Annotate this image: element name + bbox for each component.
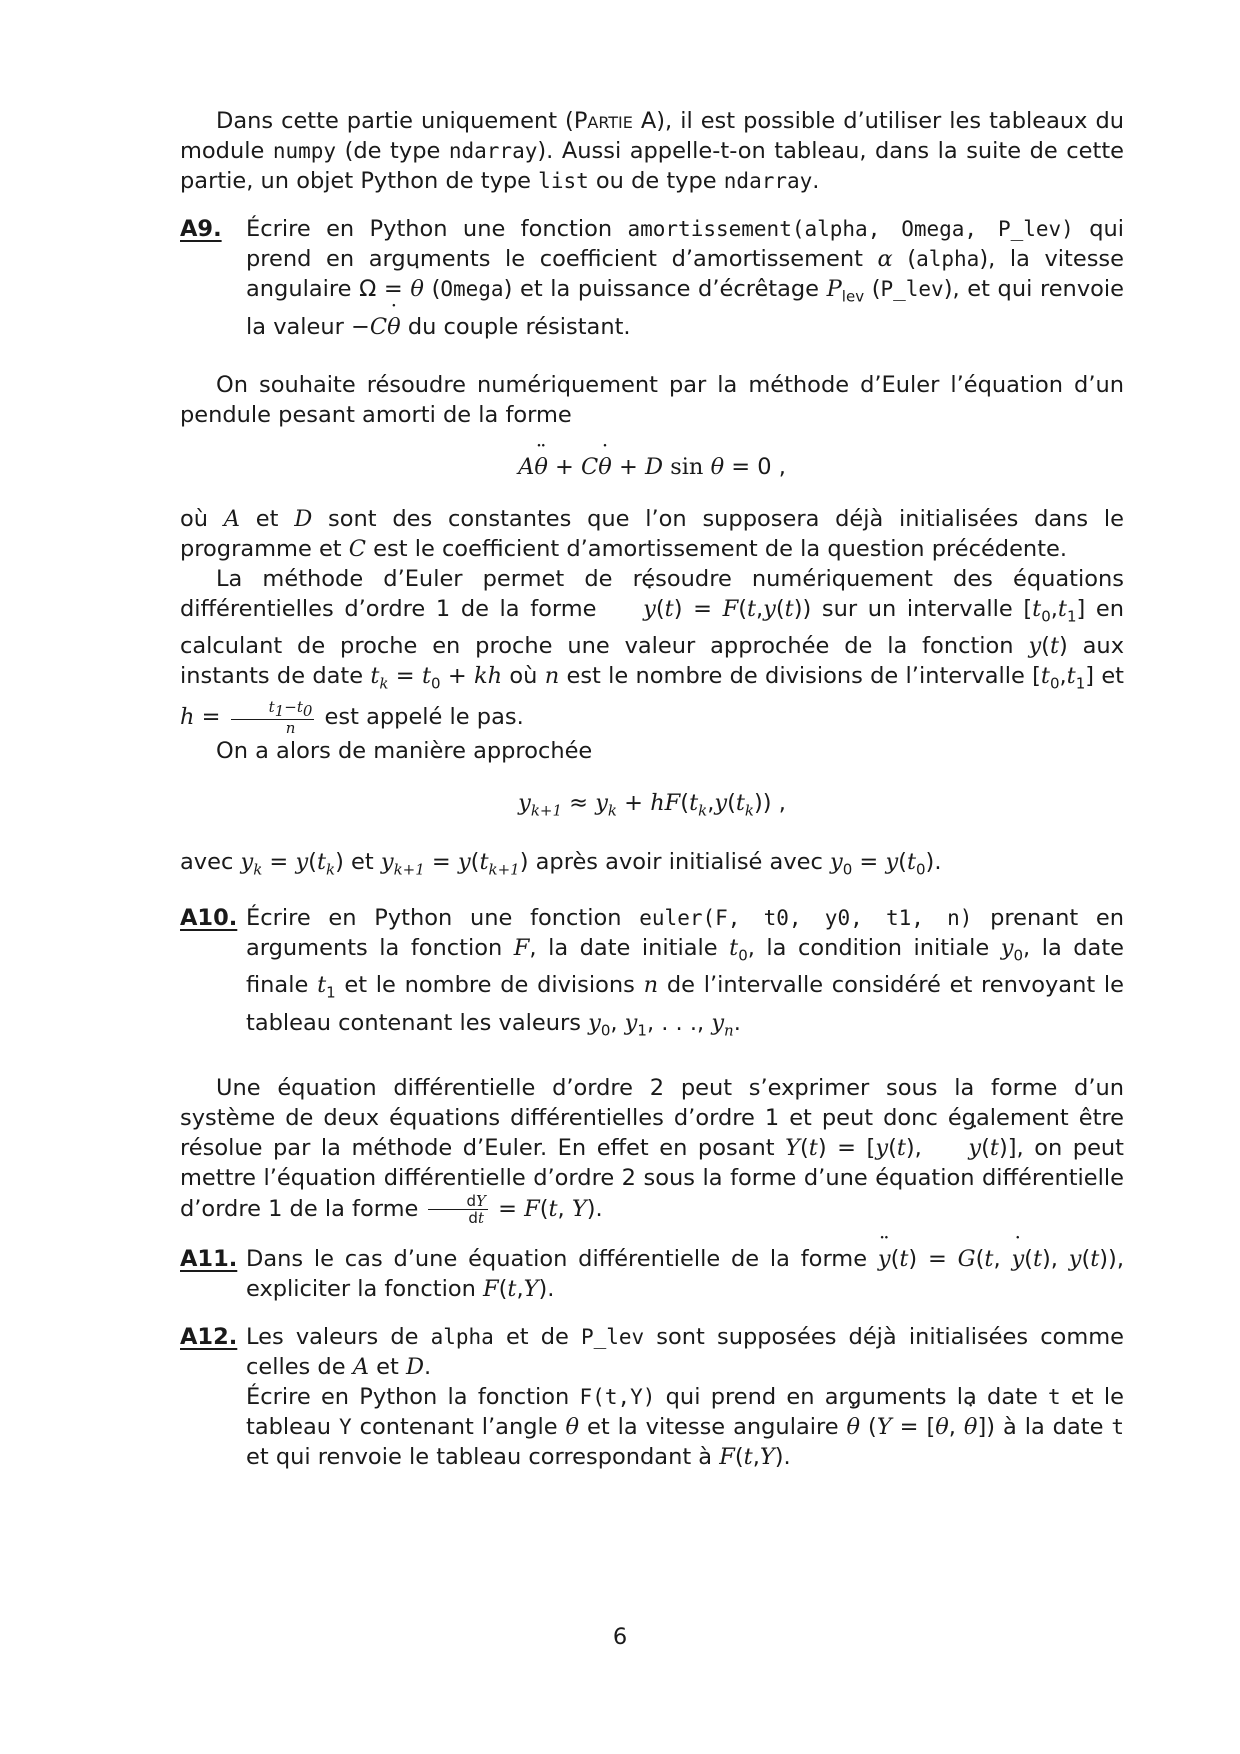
page-number: 6 [612, 1624, 628, 1650]
question-number: A11. [180, 1246, 238, 1272]
document-body [180, 106, 1124, 1472]
constants-paragraph: où A et D sont des constantes que l’on supposera déjà initialisées dans le programme et C est le coefficient d’amortissement de la question précédente. [180, 505, 1124, 562]
pendulum-equation: Aθ ¨ + Cθ ˙ + D sin θ = 0 , [180, 452, 1124, 482]
question-number: A9. [180, 216, 222, 242]
question-number: A10. [180, 904, 238, 931]
order2-paragraph: Une équation différentielle d’ordre 2 peut s’exprimer sous la forme d’un système de deux équations différentielles d’ordre 1 et peut donc également être résolue par la méthode d’Euler. En effet en posant Y(t) = [y(t), y ˙(t)], on peut mettre l’équation différentielle d’ordre 2 sous la forme d’une équation différentielle d’ordre 1 de la forme $\frac{dY}{dt}$ = F(t, Y). [180, 1073, 1124, 1226]
euler-intro-paragraph: On souhaite résoudre numériquement par la méthode d’Euler l’équation d’un pendule pesant amorti de la forme [180, 371, 1124, 428]
intro-paragraph: Dans cette partie uniquement (Partie A), il est possible d’utiliser les tableaux du module numpy (de type ndarray). Aussi appelle-t-on tableau, dans la suite de cette partie, un objet Python de type list ou de type ndarray. [180, 108, 1124, 194]
question-a12 [180, 1322, 1124, 1472]
question-text: Dans le cas d’une équation différentielle de la forme y ¨(t) = G(t, y ˙(t), y(t)), expliciter la fonction F(t,Y). [246, 1244, 1124, 1304]
dy-dt-fraction: $\frac{dY}{dt}$ [428, 1193, 487, 1226]
question-text: Écrire en Python une fonction amortissement(alpha, Omega, P_lev) qui prend en arguments le coefficient d’amortissement α (alpha), la vitesse angulaire Ω = θ ˙ (Omega) et la puissance d’écrêtage $P_{lev}$ (P_lev), et qui renvoie la valeur −Cθ ˙ du couple résistant. [246, 214, 1124, 342]
initialization-paragraph: avec $y_k = y(t_k)$ et $y_{k+1} = y(t_{k+1})$ après avoir initialisé avec $y_0 = y(t_0)$. [180, 849, 942, 879]
question-text: Les valeurs de alpha et de P_lev sont supposées déjà initialisées comme celles de A et D. Écrire en Python la fonction F(t,Y) qui prend en arguments la date t et le tableau Y contenant l’angle θ et la vitesse angulaire θ ˙ (Y = [θ, θ ˙]) à la date t et qui renvoie le tableau correspondant à F(t,Y). [246, 1322, 1124, 1472]
question-a11 [180, 1244, 1124, 1304]
step-fraction: $\frac{t_1-t_0}{n}$ [231, 699, 315, 736]
euler-recurrence-equation: $y_{k+1} \approx y_k + hF(t_k,y(t_k))$ , [518, 789, 786, 819]
question-number: A12. [180, 1324, 238, 1350]
euler-method-paragraph: La méthode d’Euler permet de résoudre numériquement des équations différentielles d’ordre 1 de la forme y ˙(t) = F(t,y(t)) sur un intervalle $[t_0,t_1]$ en calculant de proche en proche une valeur approchée de la fonction y(t) aux instants de date $t_k = t_0$ + kh où n est le nombre de divisions de l’intervalle $[t_0,t_1]$ et h = $\frac{t_1-t_0}{n}$ est appelé le pas. [180, 564, 1124, 736]
approx-intro: On a alors de manière approchée [216, 737, 593, 764]
question-a10 [180, 903, 1124, 1046]
question-a9 [180, 214, 1124, 342]
question-text: Écrire en Python une fonction euler(F, t0, y0, t1, n) prenant en arguments la fonction F, la date initiale $t_0$, la condition initiale $y_0$, la date finale $t_1$ et le nombre de divisions n de l’intervalle considéré et renvoyant le tableau contenant les valeurs $y_0$, $y_1$, . . ., $y_n$. [246, 904, 1124, 1039]
